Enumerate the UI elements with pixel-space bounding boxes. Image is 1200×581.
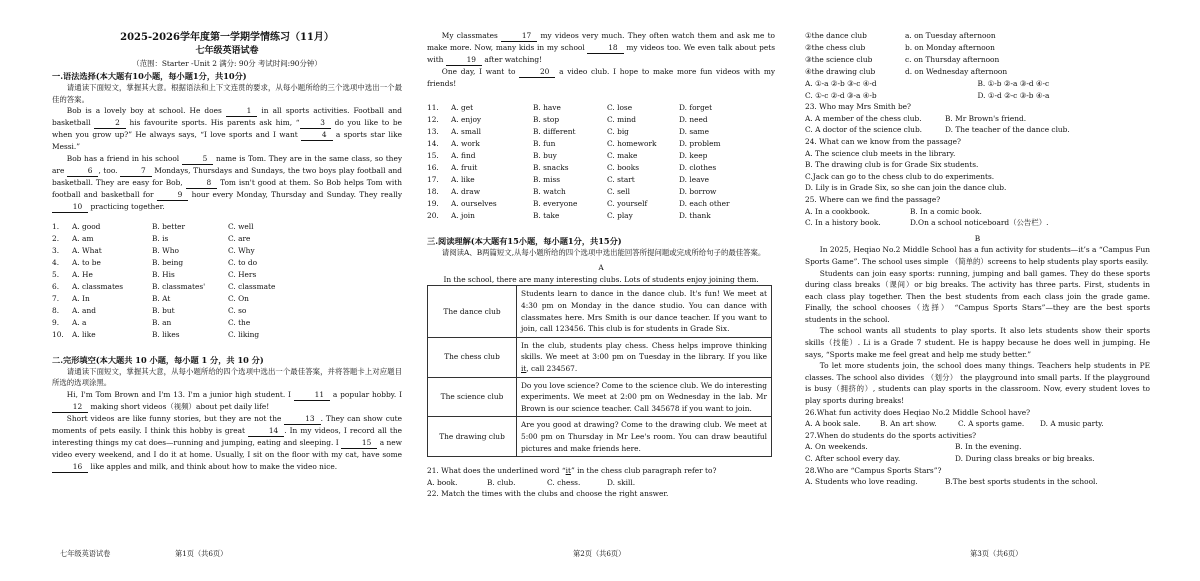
option[interactable]: B. likes bbox=[152, 329, 180, 339]
table-row bbox=[52, 293, 402, 305]
question-27-options bbox=[805, 453, 1150, 465]
answer-blank[interactable]: 18 bbox=[587, 43, 623, 54]
table-row bbox=[428, 337, 772, 377]
footer-page-2: 第2页（共6页） bbox=[573, 549, 626, 558]
passage-b-paragraph: To let more students join, the school does many things. Teachers help students in PE classes. The school also divides （划分） the playground into small parts. If the playground is busy（拥挤的）, students can play sports in the classroom. Now, every student loves to play sports during breaks! bbox=[805, 361, 1150, 406]
page-2-column bbox=[427, 30, 775, 545]
answer-blank[interactable]: 17 bbox=[501, 31, 537, 42]
option[interactable]: C. are bbox=[228, 233, 251, 243]
option: b. on Monday afternoon bbox=[905, 43, 995, 52]
question-25-options bbox=[805, 217, 1150, 229]
option[interactable]: C. ①-c ②-d ③-a ④-b bbox=[805, 90, 877, 100]
table-row bbox=[427, 210, 775, 222]
question-28-options bbox=[805, 476, 1150, 488]
option[interactable]: C. A sports game. bbox=[958, 419, 1025, 429]
option[interactable]: D. leave bbox=[679, 174, 710, 184]
exam-subtitle: 七年级英语试卷 bbox=[195, 46, 259, 56]
answer-blank[interactable]: 15 bbox=[341, 438, 377, 449]
option[interactable]: B. In a comic book. bbox=[910, 206, 982, 216]
question-number: 2. bbox=[52, 233, 60, 243]
passage-text: after watching! bbox=[481, 55, 543, 64]
option[interactable]: D. each other bbox=[679, 198, 730, 208]
question-number: 5. bbox=[52, 269, 60, 279]
option[interactable]: B. stop bbox=[533, 114, 560, 124]
option[interactable]: A. He bbox=[72, 269, 93, 279]
exam-title: 2025-2026学年度第一学期学情练习（11月） bbox=[120, 32, 334, 43]
question-number: 15. bbox=[427, 150, 439, 160]
option[interactable]: A. Students who love reading. bbox=[805, 477, 918, 487]
question-number: ③the science club bbox=[805, 55, 873, 64]
table-row bbox=[805, 30, 1015, 42]
club-name: The science club bbox=[428, 377, 517, 417]
question-26: 26.What fun activity does Heqiao No.2 Middle School have? bbox=[805, 407, 1031, 417]
option[interactable]: C. liking bbox=[228, 329, 260, 339]
passage-text: Tom isn't good at them. So Bob helps Tom with football and basketball for bbox=[52, 177, 402, 199]
table-row bbox=[52, 257, 402, 269]
question-number: 14. bbox=[427, 138, 439, 148]
table-row bbox=[52, 317, 402, 329]
option[interactable]: B. fun bbox=[533, 138, 556, 148]
passage-text: Hi, I'm Tom Brown and I'm 13. I'm a junior high student. I bbox=[66, 389, 294, 399]
section-2-instructions: 请通读下面短文，掌握其大意，从每小题所给的四个选项中选出一个最佳答案，并将答题卡上对应题目所选的选项涂黑。 bbox=[52, 366, 402, 388]
option[interactable]: D. thank bbox=[679, 210, 711, 220]
page-3-column bbox=[805, 30, 1150, 545]
answer-blank[interactable]: 7 bbox=[120, 166, 152, 177]
option[interactable]: C. A doctor of the science club. bbox=[805, 125, 923, 135]
option[interactable]: B. different bbox=[533, 126, 576, 136]
passage-b-paragraph: In 2025, Heqiao No.2 Middle School has a fun activity for students—it’s a “Campus Fun Sports Game”. The school uses simple （简单的）screens to help students play sports easily. bbox=[805, 245, 1150, 266]
passage-text: Short videos are like funny stories, but they are not the bbox=[66, 413, 285, 423]
option[interactable]: C. sell bbox=[607, 186, 630, 196]
option[interactable]: A. a bbox=[72, 317, 87, 327]
option[interactable]: C.Jack can go to the chess club to do experiments. bbox=[805, 171, 995, 181]
answer-blank[interactable]: 3 bbox=[300, 118, 332, 129]
table-row bbox=[427, 198, 775, 210]
option[interactable]: B. watch bbox=[533, 186, 566, 196]
option[interactable]: D. skill. bbox=[607, 477, 636, 487]
club-description: In the club, students play chess. Chess helps improve thinking skills. We meet at 3:00 pm on Tuesday in the library. If you like it, call 234567. bbox=[517, 337, 772, 377]
option: d. on Wednesday afternoon bbox=[905, 67, 1008, 76]
table-row bbox=[52, 269, 402, 281]
passage-text: my videos very much. They often watch them and ask me to make more. Now, many kids in my school bbox=[427, 31, 775, 52]
option[interactable]: C. play bbox=[607, 210, 633, 220]
answer-blank[interactable]: 2 bbox=[94, 118, 126, 129]
option[interactable]: D. During class breaks or big breaks. bbox=[955, 454, 1095, 463]
passage-text: hour every Monday, Thursday and Sunday. They really bbox=[188, 189, 402, 199]
answer-blank[interactable]: 20 bbox=[519, 67, 555, 78]
question-number: 17. bbox=[427, 174, 439, 184]
option[interactable]: B. Who bbox=[152, 245, 179, 255]
passage-text: a new video every weekend, and I do it at home. Usually, I sit on the floor with my cat, have some bbox=[52, 437, 402, 459]
option[interactable]: A. fruit bbox=[451, 162, 478, 172]
question-number: 9. bbox=[52, 317, 60, 327]
question-22-options bbox=[805, 78, 1150, 90]
option[interactable]: A. and bbox=[72, 305, 96, 315]
option[interactable]: B. have bbox=[533, 102, 561, 112]
option[interactable]: D. need bbox=[679, 114, 708, 124]
question-22: 22. Match the times with the clubs and choose the right answer. bbox=[427, 489, 669, 499]
option[interactable]: C. mind bbox=[607, 114, 636, 124]
footer-course: 七年级英语试卷 bbox=[60, 549, 111, 558]
question-number: 11. bbox=[427, 102, 439, 112]
passage-text: One day, I want to bbox=[441, 67, 520, 76]
question-number: 19. bbox=[427, 198, 439, 208]
question-27: 27.When do students do the sports activities? bbox=[805, 430, 977, 440]
section-3-instructions: 请阅读A、B两篇短文,从每小题所给的四个选项中选出能回答所提问题或完成所给句子的最佳答案。 bbox=[441, 247, 766, 257]
option[interactable]: D. borrow bbox=[679, 186, 717, 196]
option[interactable]: C. Hers bbox=[228, 269, 257, 279]
table-row bbox=[427, 126, 775, 138]
option[interactable]: D. forget bbox=[679, 102, 713, 112]
question-number: 4. bbox=[52, 257, 60, 267]
passage-text: Mondays, Thursdays and Sundays, the two boys play football and basketball. They are easy for Bob, bbox=[52, 165, 402, 187]
option[interactable]: A. In bbox=[72, 293, 90, 303]
option[interactable]: B. The drawing club is for Grade Six students. bbox=[805, 160, 979, 170]
question-25: 25. Where can we find the passage? bbox=[805, 194, 941, 204]
table-row bbox=[427, 150, 775, 162]
answer-blank[interactable]: 6 bbox=[67, 166, 99, 177]
section-2-paragraph-4 bbox=[427, 66, 775, 90]
section-3-heading: 三.阅读理解(本大题有15小题，每小题1分，共15分) bbox=[427, 235, 622, 246]
question-23-options bbox=[805, 124, 1150, 136]
option: a. on Tuesday afternoon bbox=[905, 31, 996, 40]
option[interactable]: D. Lily is in Grade Six, so she can join the dance club. bbox=[805, 183, 1007, 193]
passage-text: Bob is a lovely boy at school. He does bbox=[66, 106, 226, 116]
option[interactable]: B. Mr Brown's friend. bbox=[945, 113, 1027, 123]
option[interactable]: A. ①-a ②-b ③-c ④-d bbox=[805, 79, 877, 88]
answer-blank[interactable]: 19 bbox=[446, 55, 482, 66]
table-row bbox=[52, 221, 402, 233]
answer-blank[interactable]: 11 bbox=[294, 390, 330, 401]
question-number: 12. bbox=[427, 114, 439, 124]
passage-text: his favourite sports. His parents ask him, “ bbox=[125, 118, 300, 128]
question-number: 18. bbox=[427, 186, 439, 196]
option[interactable]: B. but bbox=[152, 305, 175, 315]
option[interactable]: D. The teacher of the dance club. bbox=[945, 125, 1070, 135]
section-2-paragraph-3 bbox=[427, 30, 775, 66]
question-22-options bbox=[805, 90, 1150, 102]
option[interactable]: A. to be bbox=[72, 257, 101, 267]
option[interactable]: C. books bbox=[607, 162, 639, 172]
table-row bbox=[52, 233, 402, 245]
answer-blank[interactable]: 12 bbox=[52, 402, 88, 413]
option[interactable]: C. big bbox=[607, 126, 629, 136]
option[interactable]: C. On bbox=[228, 293, 249, 303]
table-row bbox=[428, 417, 772, 457]
passage-b-label: B bbox=[974, 233, 981, 243]
footer-page-3: 第3页（共6页） bbox=[970, 549, 1023, 558]
clubs-table bbox=[427, 285, 772, 457]
club-description: Are you good at drawing? Come to the drawing club. We meet at 5:00 pm on Thursday in Mr Lee's room. You can draw beautiful pictures and make friends here. bbox=[517, 417, 772, 457]
question-23-options bbox=[805, 113, 1150, 125]
passage-text: a video club. I hope to make more fun videos with my friends! bbox=[427, 67, 775, 88]
option[interactable]: C. chess. bbox=[547, 477, 581, 487]
table-row bbox=[52, 281, 402, 293]
option[interactable]: D. clothes bbox=[679, 162, 717, 172]
answer-blank[interactable]: 13 bbox=[284, 414, 320, 425]
exam-info: （范围：Starter -Unit 2 满分: 90分 考试时间:90分钟） bbox=[132, 59, 322, 68]
option[interactable]: C. so bbox=[228, 305, 247, 315]
option[interactable]: C. homework bbox=[607, 138, 657, 148]
option[interactable]: B. better bbox=[152, 221, 186, 231]
option[interactable]: B.The best sports students in the school. bbox=[945, 477, 1098, 487]
question-number: 8. bbox=[52, 305, 60, 315]
question-number: ④the drawing club bbox=[805, 67, 876, 76]
table-row bbox=[52, 305, 402, 317]
section-2-heading: 二.完形填空(本大题共 10 小题，每小题 1 分，共 10 分) bbox=[52, 354, 264, 365]
passage-text: . They can show cute moments of pets easily. I think this hobby is great bbox=[52, 413, 402, 435]
question-number: 10. bbox=[52, 329, 64, 339]
option[interactable]: B. ①-b ②-a ③-d ④-c bbox=[977, 79, 1050, 88]
option[interactable]: B. miss bbox=[533, 174, 561, 184]
section-1-heading: 一.语法选择(本大题有10小题，每小题1分，共10分) bbox=[52, 71, 247, 81]
passage-text: making short videos（视频）about pet daily life! bbox=[88, 401, 270, 411]
option[interactable]: B. club. bbox=[487, 477, 516, 487]
question-number: 1. bbox=[52, 221, 60, 231]
passage-text: Bob has a friend in his school bbox=[66, 153, 182, 163]
option[interactable]: C. the bbox=[228, 317, 251, 327]
option[interactable]: A. book. bbox=[427, 477, 458, 487]
question-number: 3. bbox=[52, 245, 60, 255]
option[interactable]: A. good bbox=[72, 221, 101, 231]
question-number: ①the dance club bbox=[805, 31, 867, 40]
passage-text: , too. bbox=[98, 165, 121, 175]
section-1-paragraph-2 bbox=[52, 153, 402, 213]
answer-blank[interactable]: 14 bbox=[248, 426, 284, 437]
option[interactable]: A. am bbox=[72, 233, 94, 243]
option[interactable]: B. classmates' bbox=[152, 281, 206, 291]
question-28: 28.Who are “Campus Sports Stars”? bbox=[805, 465, 942, 475]
footer-page-1: 第1页（共6页） bbox=[175, 549, 228, 558]
option[interactable]: A. like bbox=[72, 329, 96, 339]
answer-blank[interactable]: 8 bbox=[186, 178, 218, 189]
passage-text: in all sports activities. Football and basketball bbox=[52, 106, 402, 128]
underlined-word: it bbox=[521, 363, 527, 373]
section-1-options bbox=[52, 221, 402, 341]
option[interactable]: A. draw bbox=[451, 186, 481, 196]
question-27-options bbox=[805, 441, 1150, 453]
passage-a-intro: In the school, there are many interesting clubs. Lots of students enjoy joining them. bbox=[443, 274, 759, 284]
page-1-column bbox=[52, 30, 402, 545]
section-2-paragraph-2 bbox=[52, 413, 402, 473]
question-23: 23. Who may Mrs Smith be? bbox=[805, 102, 912, 112]
club-description: Do you love science? Come to the science club. We do interesting experiments. We meet at 2:00 pm on Wednesday in the lab. Mr Brown is our science teacher. Call 345678 if you want to join. bbox=[517, 377, 772, 417]
option[interactable]: A. In a cookbook. bbox=[805, 206, 870, 216]
answer-blank[interactable]: 1 bbox=[226, 106, 258, 117]
question-21-options bbox=[427, 477, 775, 489]
table-row bbox=[427, 102, 775, 114]
section-2-options bbox=[427, 102, 775, 222]
option[interactable]: C. make bbox=[607, 150, 638, 160]
passage-text: My classmates bbox=[441, 31, 502, 40]
table-row bbox=[428, 286, 772, 337]
option: c. on Thursday afternoon bbox=[905, 55, 1000, 64]
table-row bbox=[805, 42, 1015, 54]
answer-blank[interactable]: 9 bbox=[157, 190, 189, 201]
option[interactable]: B. everyone bbox=[533, 198, 578, 208]
club-name: The dance club bbox=[428, 286, 517, 337]
option[interactable]: C. After school every day. bbox=[805, 454, 901, 463]
question-24: 24. What can we know from the passage? bbox=[805, 136, 961, 146]
question-25-options bbox=[805, 206, 1150, 218]
option[interactable]: A. classmates bbox=[72, 281, 124, 291]
passage-text: my videos too. We even talk about pets with bbox=[427, 43, 775, 64]
question-number: ②the chess club bbox=[805, 43, 866, 52]
option[interactable]: B. His bbox=[152, 269, 175, 279]
match-table bbox=[805, 30, 1015, 78]
question-number: 7. bbox=[52, 293, 60, 303]
option[interactable]: C. classmate bbox=[228, 281, 276, 291]
table-row bbox=[805, 54, 1015, 66]
option[interactable]: C. Why bbox=[228, 245, 255, 255]
table-row bbox=[427, 174, 775, 186]
option[interactable]: A. What bbox=[72, 245, 102, 255]
option[interactable]: D. problem bbox=[679, 138, 721, 148]
option[interactable]: D. keep bbox=[679, 150, 708, 160]
table-row bbox=[427, 186, 775, 198]
passage-text: . In my videos, I record all the interesting things my cat does—running and jumping, eating and sleeping. I bbox=[52, 425, 402, 447]
question-number: 6. bbox=[52, 281, 60, 291]
question-number: 13. bbox=[427, 126, 439, 136]
answer-blank[interactable]: 16 bbox=[52, 462, 88, 473]
passage-text: a popular hobby. I bbox=[330, 389, 402, 399]
table-row bbox=[52, 245, 402, 257]
question-number: 16. bbox=[427, 162, 439, 172]
club-name: The drawing club bbox=[428, 417, 517, 457]
passage-text: name is Tom. They are in the same class, so they are bbox=[52, 153, 402, 175]
table-row bbox=[427, 162, 775, 174]
answer-blank[interactable]: 10 bbox=[52, 202, 88, 213]
passage-text: practicing together. bbox=[88, 201, 165, 211]
question-26-options bbox=[805, 418, 1150, 430]
option[interactable]: C. well bbox=[228, 221, 254, 231]
option[interactable]: C. In a history book. bbox=[805, 218, 881, 228]
option[interactable]: C. lose bbox=[607, 102, 633, 112]
option[interactable]: A. A book sale. bbox=[805, 419, 861, 429]
option[interactable]: A. like bbox=[451, 174, 475, 184]
question-number: 20. bbox=[427, 210, 439, 220]
option[interactable]: A. ourselves bbox=[451, 198, 497, 208]
option[interactable]: C. to do bbox=[228, 257, 258, 267]
answer-blank[interactable]: 4 bbox=[301, 130, 333, 141]
option[interactable]: C. start bbox=[607, 174, 635, 184]
option[interactable]: A. join bbox=[451, 210, 475, 220]
passage-b-paragraph: The school wants all students to play sports. It also lets students show their sports skills（技能）. Li is a Grade 7 student. He is happy because he does well in jumping. He says, “Sports make me feel great and help me study better.” bbox=[805, 326, 1150, 359]
section-1-paragraph-1 bbox=[52, 105, 402, 153]
option[interactable]: D. same bbox=[679, 126, 709, 136]
option[interactable]: B. In the evening. bbox=[955, 442, 1022, 452]
option[interactable]: A. A member of the chess club. bbox=[805, 113, 922, 123]
answer-blank[interactable]: 5 bbox=[182, 154, 214, 165]
option[interactable]: B. snacks bbox=[533, 162, 569, 172]
option[interactable]: A. small bbox=[451, 126, 481, 136]
option[interactable]: C. yourself bbox=[607, 198, 648, 208]
option[interactable]: D. ①-d ②-c ③-b ④-a bbox=[977, 90, 1050, 100]
option[interactable]: B. buy bbox=[533, 150, 557, 160]
option[interactable]: A. enjoy bbox=[451, 114, 482, 124]
option[interactable]: A. find bbox=[451, 150, 476, 160]
question-21: 21. What does the underlined word “it” in the chess club paragraph refer to? bbox=[427, 466, 717, 476]
option[interactable]: B. being bbox=[152, 257, 184, 267]
club-name: The chess club bbox=[428, 337, 517, 377]
passage-a-label: A bbox=[598, 263, 604, 273]
option[interactable]: B. An art show. bbox=[880, 419, 937, 429]
passage-text: do you like to be when you grow up?” He always says, “I love sports and I want bbox=[52, 118, 402, 140]
passage-b-paragraph: Students can join easy sports: running, jumping and ball games. They do these sports during class breaks（课间）or big breaks. The activity has three parts. First, students in each class play together. Then the best students from each class join the grade game. Finally, the school chooses（选择） “Campus Sports Stars”—they are the best sports students in the school. bbox=[805, 268, 1150, 324]
option[interactable]: B. At bbox=[152, 293, 171, 303]
section-2-paragraph-1 bbox=[52, 389, 402, 413]
option[interactable]: D.On a school noticeboard（公告栏）. bbox=[910, 218, 1049, 228]
passage-text: a sports star like Messi.” bbox=[52, 130, 402, 152]
section-1-instructions: 请通读下面短文，掌握其大意。根据语法和上下文连贯的要求，从每小题所给的三个选项中选出一个最佳的答案。 bbox=[52, 83, 402, 104]
passage-text: like apples and milk, and think about how to make the video nice. bbox=[88, 461, 338, 471]
table-row bbox=[427, 138, 775, 150]
club-description: Students learn to dance in the dance club. It's fun! We meet at 4:30 pm on Monday in the dance studio. You can dance with classmates here. Mrs Smith is our dance teacher. If you want to join, call 123456. This club is for students in Grade Six. bbox=[517, 286, 772, 337]
option[interactable]: A. get bbox=[451, 102, 474, 112]
option[interactable]: A. work bbox=[451, 138, 480, 148]
option[interactable]: B. an bbox=[152, 317, 172, 327]
table-row bbox=[428, 377, 772, 417]
table-row bbox=[52, 329, 402, 341]
option[interactable]: B. is bbox=[152, 233, 169, 243]
table-row bbox=[805, 66, 1015, 78]
option[interactable]: B. take bbox=[533, 210, 560, 220]
option[interactable]: A. On weekends. bbox=[805, 442, 868, 452]
table-row bbox=[427, 114, 775, 126]
option[interactable]: A. The science club meets in the library. bbox=[805, 148, 956, 158]
option[interactable]: D. A music party. bbox=[1040, 419, 1104, 429]
